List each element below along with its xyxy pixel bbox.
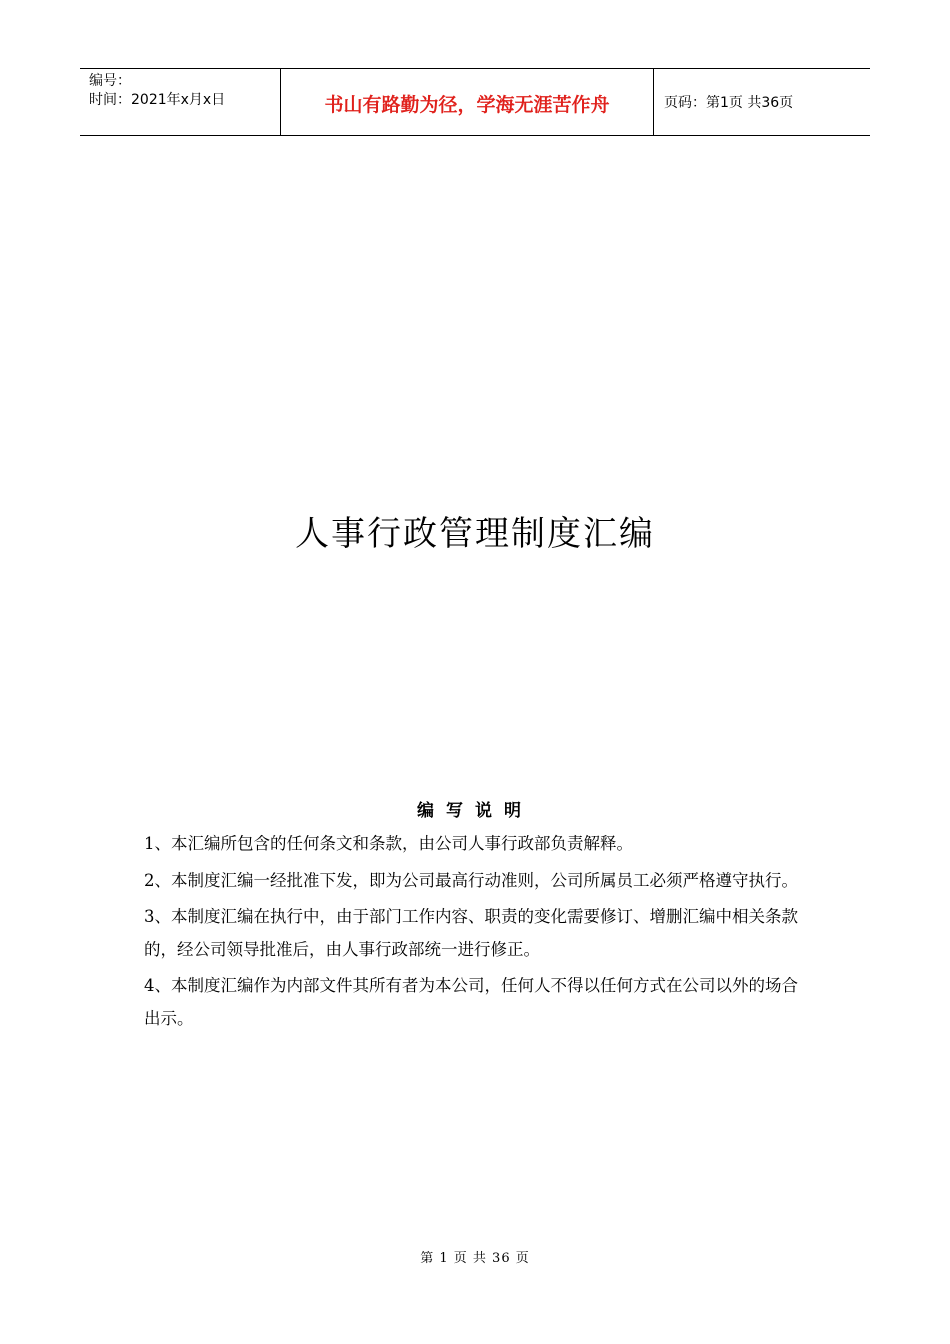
notes-item: 3、本制度汇编在执行中，由于部门工作内容、职责的变化需要修订、增删汇编中相关条款的，经公司领导批准后，由人事行政部统一进行修正。 [144,907,798,959]
notes-list [144,828,809,1039]
document-title: 人事行政管理制度汇编 [295,514,655,554]
notes-item: 2、本制度汇编一经批准下发，即为公司最高行动准则，公司所属员工必须严格遵守执行。 [144,870,798,890]
header-motto: 书山有路勤为径，学海无涯苦作舟 [281,69,654,135]
notes-heading: 编写说明 [417,801,533,821]
document-date: 时间：2021年x月x日 [89,92,226,108]
header-meta [80,69,281,135]
page-footer: 第 1 页 共 36 页 [420,1251,530,1266]
notes-item: 4、本制度汇编作为内部文件其所有者为本公司，任何人不得以任何方式在公司以外的场合出示。 [144,976,798,1028]
page-header [80,68,870,136]
document-number-label: 编号： [89,73,131,89]
notes-item: 1、本汇编所包含的任何条文和条款，由公司人事行政部负责解释。 [144,834,633,853]
header-page-info: 页码：第1页 共36页 [664,95,794,111]
